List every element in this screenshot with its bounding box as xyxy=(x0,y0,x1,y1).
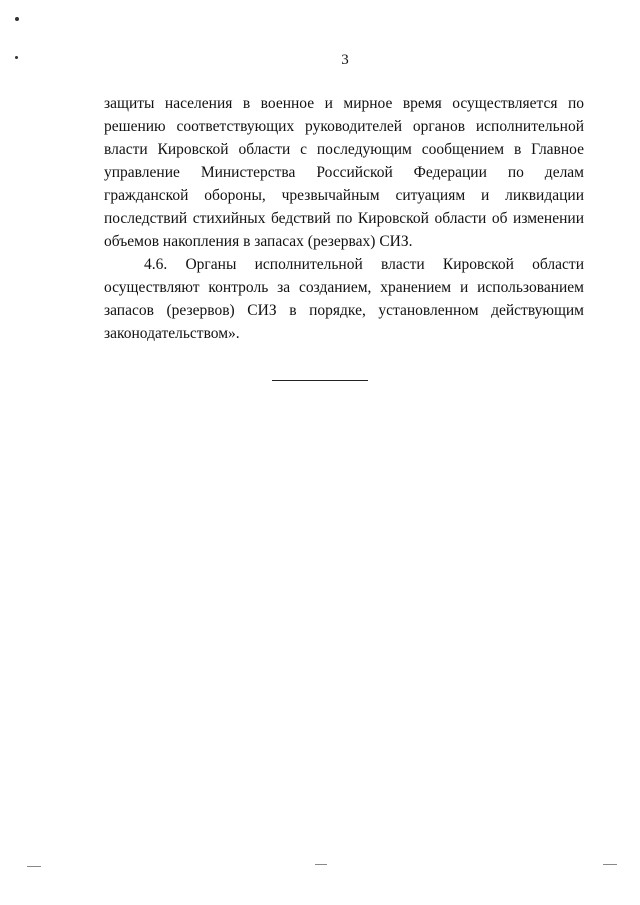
scan-edge-mark xyxy=(603,864,617,865)
document-body xyxy=(104,92,584,345)
end-divider xyxy=(272,380,368,381)
scan-edge-mark xyxy=(315,864,327,865)
scan-edge-mark xyxy=(27,866,41,867)
paragraph-4-6: 4.6. Органы исполнительной власти Кировской области осуществляют контроль за созданием, хранением и использованием запасов (резервов) СИЗ в порядке, установленном действующим законодательством». xyxy=(104,256,584,342)
paragraph-continuation: защиты населения в военное и мирное время осуществляется по решению соответствующих руководителей органов исполнительной власти Кировской области с последующим сообщением в Главное управление Министерства Российской Федерации по делам гражданской обороны, чрезвычайным ситуациям и ликвидации последствий стихийных бедствий по Кировской области об изменении объемов накопления в запасах (резервах) СИЗ. xyxy=(104,95,584,250)
page-number: 3 xyxy=(341,52,349,68)
scan-speck xyxy=(15,17,19,21)
